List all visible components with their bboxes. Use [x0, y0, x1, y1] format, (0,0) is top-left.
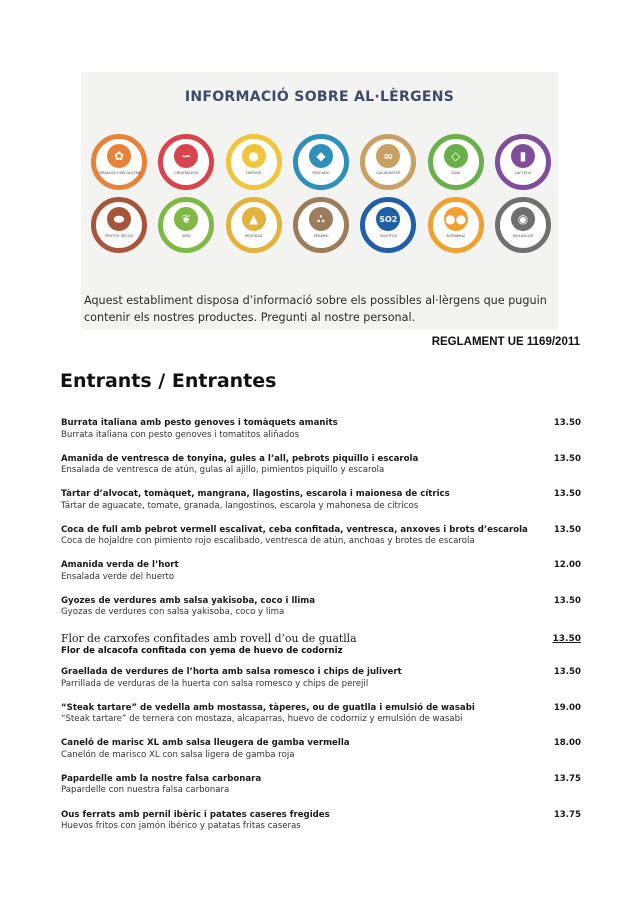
sesame-icon	[293, 197, 349, 253]
dish-name-catalan: Ous ferrats amb pernil ibèric i patates caseres fregides	[61, 809, 330, 820]
allergen-symbol: ❦	[174, 207, 198, 231]
dish-name-spanish: Parrillada de verduras de la huerta con salsa romesco y chips de perejil	[61, 678, 369, 689]
fish-icon	[293, 134, 349, 190]
allergen-label: CACAHUETES	[376, 171, 401, 175]
celery-icon	[158, 197, 214, 253]
menu-list	[61, 418, 581, 845]
dish-name-spanish: Canelón de marisco XL con salsa ligera de gamba roja	[61, 749, 295, 760]
dish-price: 13.75	[553, 773, 581, 784]
dish-price: 13.50	[553, 667, 581, 678]
dish-price: 13.50	[552, 633, 581, 644]
dish-name-catalan: “Steak tartare” de vedella amb mostassa, tàperes, ou de guatlla i emulsió de wasabi	[61, 702, 475, 713]
mustard-icon	[226, 197, 282, 253]
nuts-icon	[91, 197, 147, 253]
dish-name-spanish: Papardelle con nuestra falsa carbonara	[61, 785, 230, 796]
section-title: Entrants / Entrantes	[60, 370, 277, 392]
regulation-reference: REGLAMENT UE 1169/2011	[431, 336, 580, 348]
sulphite-icon	[360, 197, 416, 253]
allergen-label: FRUTOS SECOS	[105, 234, 133, 238]
allergen-symbol: ▮	[511, 144, 535, 168]
allergen-label: SULFITOS	[379, 234, 397, 238]
soy-icon	[428, 134, 484, 190]
dish-price: 13.50	[553, 489, 581, 500]
allergen-label: SÉSAMO	[313, 234, 329, 238]
allergen-row	[91, 197, 551, 253]
allergen-row	[91, 134, 551, 190]
dish-price: 13.50	[553, 595, 581, 606]
allergen-symbol: ◇	[444, 144, 468, 168]
dish-price: 13.50	[553, 453, 581, 464]
allergen-symbol: ▲	[242, 207, 266, 231]
dish-name-spanish: “Steak tartare” de ternera con mostaza, alcaparras, huevo de codorniz y emulsión de wasabi	[61, 714, 463, 725]
dish-price: 13.50	[553, 418, 581, 428]
allergen-symbol: ∽	[174, 144, 198, 168]
allergen-label: CRUSTÁCEOS	[174, 171, 199, 175]
dish-price: 13.75	[553, 809, 581, 820]
allergen-label: HUEVOS	[246, 171, 262, 175]
menu-item	[61, 810, 581, 846]
menu-item	[61, 632, 581, 668]
dish-price: 18.00	[553, 738, 581, 749]
lupin-icon	[428, 197, 484, 253]
menu-item	[61, 489, 581, 525]
milk-icon	[495, 134, 551, 190]
menu-item	[61, 667, 581, 703]
dish-name-catalan: Burrata italiana amb pesto genoves i tomàquets amanits	[61, 418, 338, 428]
dish-name-spanish: Coca de hojaldre con pimiento rojo escalibado, ventresca de atún, anchoas y brotes de escarola	[61, 536, 475, 547]
allergen-label: MOSTAZA	[244, 234, 263, 238]
dish-name-spanish: Ensalada de ventresca de atún, gulas al ajillo, pimientos piquillo y escarola	[61, 465, 385, 476]
allergen-label: ALTRAMUZ	[446, 234, 466, 238]
wheat-icon	[91, 134, 147, 190]
dish-name-catalan: Amanida verda de l’hort	[61, 560, 179, 571]
dish-name-spanish: Burrata italiana con pesto genoves i tomatitos aliñados	[61, 429, 300, 440]
dish-name-catalan: Amanida de ventresca de tonyina, gules a l’all, pebrots piquillo i escarola	[61, 453, 419, 464]
dish-name-catalan: Papardelle amb la nostre falsa carbonara	[61, 773, 262, 784]
allergen-symbol: ●	[242, 144, 266, 168]
allergen-banner	[81, 72, 558, 330]
menu-item	[61, 560, 581, 596]
allergen-label: APIO	[182, 234, 191, 238]
menu-item	[61, 596, 581, 632]
dish-name-catalan: Canelό de marisc XL amb salsa lleugera de gamba vermella	[61, 738, 350, 749]
dish-name-catalan: Tàrtar d’alvocat, tomàquet, mangrana, llagostins, escarola i maionesa de cítrics	[61, 489, 450, 500]
allergen-symbol: ∞	[376, 144, 400, 168]
dish-name-spanish: Tártar de aguacate, tomate, granada, langostinos, escarola y mahonesa de cítricos	[61, 500, 419, 511]
allergen-symbol: ✿	[107, 144, 131, 168]
allergen-symbol: SO2	[376, 207, 400, 231]
allergen-symbol: ◉	[511, 207, 535, 231]
allergen-notice: Aquest establiment disposa d’informació sobre els possibles al·lèrgens que puguin contenir els nostres productes. Pregunti al nostre personal.	[84, 294, 547, 324]
allergen-label: SOJA	[451, 171, 460, 175]
peanut-icon	[360, 134, 416, 190]
dish-price: 13.50	[553, 524, 581, 535]
menu-item	[61, 418, 581, 454]
allergen-symbol: ⬬	[107, 207, 131, 231]
dish-name-catalan: Flor de carxofes confitades amb rovell d’ou de guatlla	[61, 631, 357, 645]
allergen-label: PESCADO	[312, 171, 330, 175]
menu-item	[61, 738, 581, 774]
dish-name-spanish: Flor de alcacofa confitada con yema de huevo de codorniz	[61, 645, 343, 656]
menu-item	[61, 703, 581, 739]
allergen-symbol: ∴	[309, 207, 333, 231]
banner-title: INFORMACIÓ SOBRE AL·LÈRGENS	[184, 89, 455, 105]
allergen-label: LÁCTEOS	[514, 171, 532, 175]
dish-name-catalan: Graellada de verdures de l’horta amb salsa romesco i chips de julivert	[61, 667, 402, 678]
dish-name-catalan: Gyozes de verdures amb salsa yakisoba, coco i llima	[61, 595, 316, 606]
egg-icon	[226, 134, 282, 190]
allergen-symbol: ●●	[444, 207, 468, 231]
shrimp-icon	[158, 134, 214, 190]
allergen-label: MOLUSCOS	[512, 234, 534, 238]
dish-name-spanish: Gyozas de verdures con salsa yakisoba, coco y lima	[61, 607, 285, 618]
dish-price: 12.00	[553, 560, 581, 571]
allergen-icons	[91, 134, 551, 260]
allergen-label: CEREALES CON GLUTEN	[97, 171, 141, 175]
dish-name-spanish: Ensalada verde del huerto	[61, 571, 175, 582]
mollusc-icon	[495, 197, 551, 253]
allergen-symbol: ◆	[309, 144, 333, 168]
menu-item	[61, 774, 581, 810]
dish-price: 19.00	[553, 702, 581, 713]
menu-item	[61, 454, 581, 490]
menu-item	[61, 525, 581, 561]
dish-name-catalan: Coca de full amb pebrot vermell escalivat, ceba confitada, ventresca, anxoves i brots d’escarola	[61, 524, 528, 535]
dish-name-spanish: Huevos fritos con jamón ibérico y patatas fritas caseras	[61, 821, 301, 832]
